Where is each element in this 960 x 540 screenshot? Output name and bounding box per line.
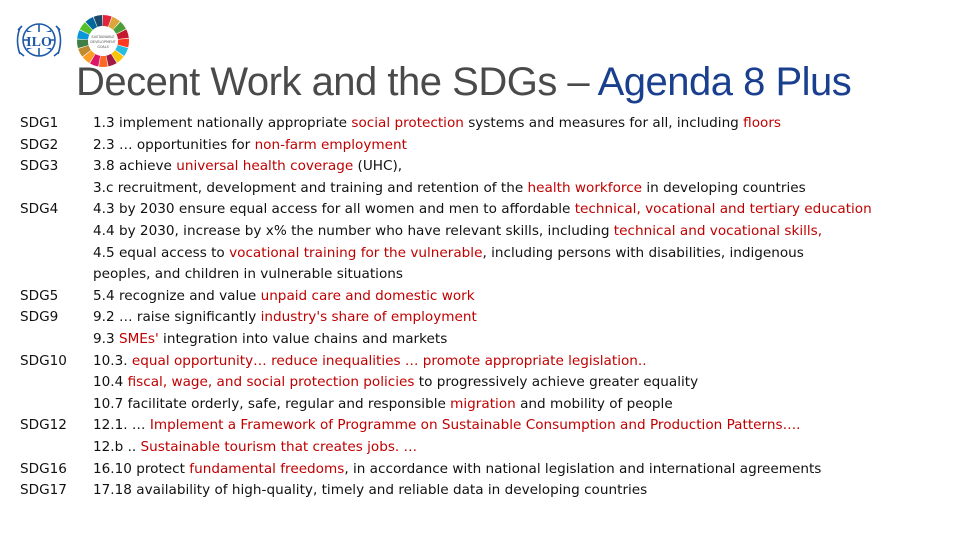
title-part-blue: Agenda 8 Plus [597, 60, 852, 104]
target-text: , in accordance with national legislation and international agreements [344, 460, 822, 477]
title-part-grey: Decent Work and the SDGs – [76, 60, 598, 104]
highlight-text: migration [450, 395, 516, 412]
target-text: 4.4 by 2030, increase by x% the number who have relevant skills, including [93, 222, 614, 239]
sdg-logo-text-top: SUSTAINABLE [91, 35, 115, 39]
targets-list [93, 113, 953, 502]
highlight-text: vocational training for the vulnerable [229, 244, 483, 261]
target-text: 4.5 equal access to [93, 244, 230, 261]
target-text: to progressively achieve greater equality [414, 374, 699, 391]
highlight-text: fiscal, wage, and social protection policies [127, 374, 415, 391]
sdg-label: SDG5 [20, 287, 59, 304]
target-text: 3.c recruitment, development and training and retention of the [93, 179, 528, 196]
target-text: 3.8 achieve [93, 158, 177, 175]
highlight-text: non-farm employment [254, 136, 407, 153]
target-text: integration into value chains and markets [158, 330, 448, 347]
highlight-text: universal health coverage [176, 158, 354, 175]
target-line [93, 286, 953, 308]
ilo-logo [12, 14, 66, 66]
target-text: 16.10 protect [93, 460, 190, 477]
highlight-text: industry's share of employment [260, 309, 477, 326]
sdg-logo-text-mid: DEVELOPMENT [90, 40, 116, 44]
target-line [93, 156, 953, 178]
target-text: 10.7 facilitate orderly, safe, regular and responsible [93, 395, 451, 412]
highlight-text: floors [743, 115, 782, 131]
target-text: systems and measures for all, including [463, 115, 744, 131]
highlight-text: fundamental freedoms [189, 460, 345, 477]
page-title [76, 56, 876, 108]
highlight-text: social protection [351, 115, 464, 131]
sdg-label: SDG9 [20, 309, 59, 326]
target-text: 2.3 … opportunities for [93, 136, 255, 153]
ilo-logo-text: ILO [26, 35, 52, 50]
target-text: in developing countries [642, 179, 806, 196]
highlight-text: technical, vocational and tertiary education [574, 201, 872, 218]
target-line [93, 351, 953, 373]
target-line [93, 372, 953, 394]
target-text: 12.b .. [93, 438, 141, 455]
target-text: 9.2 … raise significantly [93, 309, 261, 326]
sdg-label: SDG10 [20, 352, 67, 369]
target-line [93, 199, 953, 221]
sdg-label: SDG12 [20, 417, 67, 434]
target-text: 9.3 [93, 330, 119, 347]
highlight-text: technical and vocational skills, [613, 222, 823, 239]
target-text: 5.4 recognize and value [93, 287, 261, 304]
target-text: (UHC), [353, 158, 403, 175]
target-line [93, 394, 953, 416]
target-line [93, 437, 953, 459]
target-text: 17.18 availability of high-quality, timely and reliable data in developing countries [93, 482, 648, 499]
target-line [93, 113, 953, 135]
sdg-label: SDG3 [20, 158, 59, 175]
highlight-text: unpaid care and domestic work [260, 287, 475, 304]
sdg-label: SDG17 [20, 482, 67, 499]
target-line [93, 135, 953, 157]
sdg-label: SDG1 [20, 115, 59, 131]
highlight-text: equal opportunity… reduce inequalities … promote appropriate legislation.. [131, 352, 647, 369]
target-text: 4.3 by 2030 ensure equal access for all women and men to affordable [93, 201, 575, 218]
target-line [93, 307, 953, 329]
target-line [93, 221, 953, 243]
target-text: 12.1. … [93, 417, 150, 434]
highlight-text: SMEs' [118, 330, 159, 347]
target-line [93, 178, 953, 200]
sdg-label: SDG16 [20, 460, 67, 477]
highlight-text: health workforce [527, 179, 643, 196]
sdg-logo-text-bot: GOALS [97, 45, 109, 49]
target-text: peoples, and children in vulnerable situations [93, 266, 403, 283]
target-text: , including persons with disabilities, indigenous [482, 244, 804, 261]
target-line [93, 329, 953, 351]
target-text: 10.3. [93, 352, 132, 369]
target-line [93, 264, 953, 286]
highlight-text: Implement a Framework of Programme on Sustainable Consumption and Production Patterns…. [149, 417, 801, 434]
sdg-label: SDG4 [20, 201, 59, 218]
target-line [93, 459, 953, 481]
highlight-text: Sustainable tourism that creates jobs. … [140, 438, 418, 455]
target-line [93, 415, 953, 437]
sdg-label: SDG2 [20, 136, 59, 153]
target-line [93, 243, 953, 265]
target-text: 1.3 implement nationally appropriate [93, 115, 352, 131]
target-text: 10.4 [93, 374, 128, 391]
target-line [93, 480, 953, 502]
target-text: and mobility of people [515, 395, 673, 412]
